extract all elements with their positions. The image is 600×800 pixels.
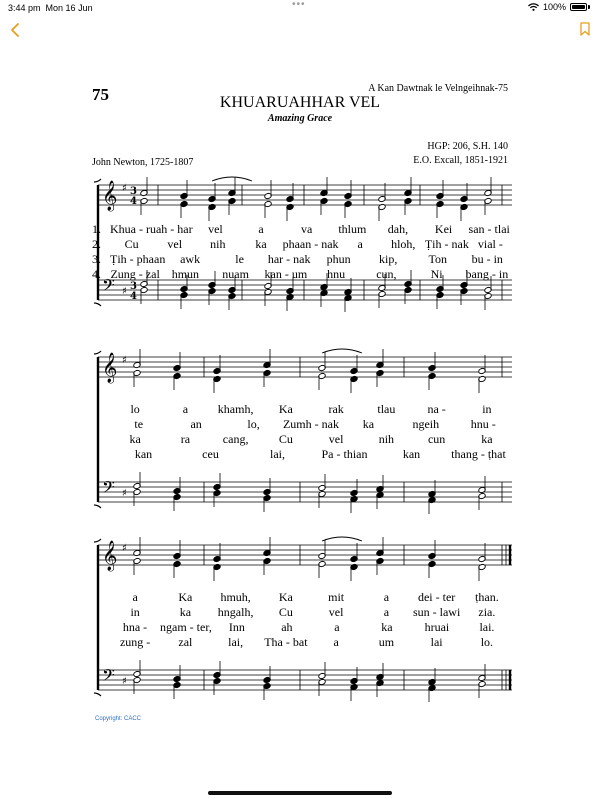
lyric-syllable: nuam — [222, 267, 249, 281]
lyric-syllable: lo, — [247, 417, 260, 431]
lyric-line — [92, 222, 512, 237]
battery-icon — [570, 3, 587, 11]
lyric-syllable: thlum — [338, 222, 367, 236]
bass-clef-icon: 𝄢 — [102, 275, 115, 299]
music-system-1 — [92, 180, 512, 320]
lyric-syllable: hruai — [424, 620, 450, 634]
lyric-line — [92, 447, 512, 462]
lyric-syllable: na - — [427, 402, 446, 416]
lyric-syllable: dei - ter — [417, 590, 456, 604]
chevron-left-icon — [10, 22, 20, 38]
sharp-icon: ♯ — [122, 355, 127, 366]
lyric-syllable: ka — [255, 237, 267, 251]
lyric-syllable: um — [378, 635, 395, 649]
author-credit: John Newton, 1725-1807 — [92, 157, 194, 168]
lyric-syllable: 4. — [92, 267, 101, 281]
battery-percent: 100% — [542, 2, 566, 12]
lyric-syllable: Zung - zal — [110, 267, 160, 281]
lyric-syllable: lo. — [480, 635, 494, 649]
lyrics-block — [92, 402, 512, 462]
lyric-syllable: 1. — [92, 222, 101, 236]
music-system-2 — [92, 352, 512, 522]
sharp-icon: ♯ — [122, 286, 127, 297]
treble-clef-icon: 𝄞 — [102, 353, 118, 383]
lyric-syllable: vel — [167, 237, 183, 251]
lyric-syllable: san - tlai — [468, 222, 510, 236]
lyric-syllable: ngeih — [412, 417, 440, 431]
lyric-syllable: hna - — [122, 620, 148, 634]
sharp-icon: ♯ — [122, 676, 127, 687]
lyric-line — [92, 605, 512, 620]
lyric-syllable: Ton — [428, 252, 447, 266]
lyric-syllable: nih — [378, 432, 395, 446]
lyric-syllable: thang - ṭhat — [451, 447, 506, 461]
lyric-syllable: Inn — [228, 620, 245, 634]
lyric-syllable: in — [482, 402, 492, 416]
music-system-3 — [92, 540, 512, 710]
lyric-syllable: an — [190, 417, 202, 431]
time-signature-bottom: 4 — [130, 291, 137, 302]
lyric-syllable: kan — [134, 447, 153, 461]
lyric-syllable: Ka — [278, 402, 293, 416]
lyric-line — [92, 635, 512, 650]
lyric-syllable: sun - lawi — [412, 605, 461, 619]
lyric-syllable: 2. — [92, 237, 101, 251]
time-signature-top: 3 — [130, 281, 137, 292]
lyric-syllable: a — [334, 620, 340, 634]
lyric-line — [92, 590, 512, 605]
hymn-number: 75 — [92, 85, 109, 104]
lyric-syllable: vel — [328, 605, 344, 619]
lyric-syllable: phun — [326, 252, 351, 266]
lyric-syllable: te — [134, 417, 144, 431]
sharp-icon: ♯ — [122, 488, 127, 499]
status-bar — [0, 0, 600, 14]
treble-clef-icon: 𝄞 — [102, 541, 118, 571]
status-right — [528, 2, 590, 12]
lyric-syllable: ka — [481, 432, 493, 446]
lyric-syllable: lai, — [270, 447, 285, 461]
lyric-syllable: ṭhan. — [475, 590, 499, 604]
lyric-syllable: ceu — [202, 447, 219, 461]
lyric-syllable: va — [301, 222, 313, 236]
lyric-syllable: lai. — [479, 620, 495, 634]
lyric-syllable: Khua - ruah - har — [110, 222, 193, 236]
lyric-syllable: vel — [328, 432, 344, 446]
lyric-syllable: lai — [430, 635, 443, 649]
lyric-syllable: hmun — [171, 267, 200, 281]
lyric-syllable: a — [333, 635, 339, 649]
treble-clef-icon: 𝄞 — [102, 181, 118, 211]
time-signature-bottom: 4 — [130, 196, 137, 207]
hymn-subtitle: Amazing Grace — [267, 113, 333, 124]
lyric-syllable: le — [235, 252, 244, 266]
lyric-line — [92, 432, 512, 447]
tie-arc — [212, 177, 252, 181]
tie-arc — [322, 349, 362, 353]
composer-credit: E.O. Excall, 1851-1921 — [413, 155, 508, 166]
lyric-syllable: 3. — [92, 252, 101, 266]
lyric-syllable: nih — [210, 237, 226, 251]
lyric-syllable: hngalh, — [217, 605, 254, 619]
time-signature-top: 3 — [130, 186, 137, 197]
lyric-syllable: kan - um — [264, 267, 308, 281]
lyric-syllable: vel — [208, 222, 223, 236]
lyric-syllable: phaan - nak — [282, 237, 339, 251]
lyric-syllable: hmuh, — [220, 590, 251, 604]
lyric-syllable: Cu — [124, 237, 139, 251]
lyric-syllable: Tha - bat — [264, 635, 308, 649]
lyric-syllable: tlau — [377, 402, 396, 416]
home-indicator[interactable] — [208, 791, 392, 795]
lyric-syllable: a — [182, 402, 189, 416]
lyric-syllable: bang - in — [465, 267, 509, 281]
lyric-syllable: zung - — [119, 635, 151, 649]
lyric-syllable: mit — [328, 590, 345, 604]
wifi-icon — [528, 3, 539, 11]
copyright-link[interactable]: Copyright: CACC — [95, 716, 142, 722]
bookmark-icon — [580, 22, 590, 36]
lyric-syllable: hloh, — [391, 237, 416, 251]
lyric-syllable: bu - in — [471, 252, 503, 266]
lyric-syllable: Ka — [178, 590, 193, 604]
lyric-syllable: har - nak — [267, 252, 311, 266]
lyric-syllable: vial - — [477, 237, 503, 251]
sharp-icon: ♯ — [122, 183, 127, 194]
lyric-line — [92, 237, 512, 252]
lyric-syllable: rak — [328, 402, 344, 416]
hymn-title: KHUARUAHHAR VEL — [219, 94, 381, 111]
lyric-line — [92, 417, 512, 432]
lyric-syllable: ngam - ter, — [160, 620, 212, 634]
hymnbook-reference: A Kan Dawtnak le Velngeihnak-75 — [368, 83, 508, 94]
lyric-syllable: Ṭih - phaan — [110, 252, 166, 266]
lyric-syllable: a — [357, 237, 363, 251]
status-time: 3:44 pm Mon 16 Jun — [8, 3, 93, 13]
lyric-syllable: khamh, — [217, 402, 254, 416]
lyric-syllable: ka — [129, 432, 141, 446]
lyric-syllable: cun, — [376, 267, 397, 281]
lyric-line — [92, 252, 512, 267]
lyric-line — [92, 620, 512, 635]
lyrics-block — [92, 590, 512, 650]
lyric-syllable: kan — [402, 447, 421, 461]
lyric-syllable: ka — [179, 605, 192, 619]
lyric-syllable: ka — [362, 417, 375, 431]
lyric-syllable: Ni — [430, 267, 443, 281]
tune-reference: HGP: 206, S.H. 140 — [427, 141, 508, 152]
lyric-syllable: hnu - — [470, 417, 496, 431]
lyric-syllable: hnu — [327, 267, 346, 281]
lyric-syllable: ka — [381, 620, 393, 634]
lyric-syllable: a — [383, 605, 390, 619]
bass-clef-icon: 𝄢 — [102, 665, 115, 689]
lyric-syllable: Ṭih - nak — [424, 237, 469, 251]
lyric-syllable: Zumh - nak — [282, 417, 339, 431]
bookmark-button[interactable] — [580, 22, 590, 41]
back-button[interactable] — [10, 22, 20, 43]
lyric-syllable: awk — [180, 252, 201, 266]
lyric-syllable: lai, — [228, 635, 244, 649]
lyric-syllable: cun — [427, 432, 446, 446]
lyric-syllable: in — [130, 605, 140, 619]
lyric-syllable: a — [258, 222, 264, 236]
bass-clef-icon: 𝄢 — [102, 477, 115, 501]
lyric-syllable: Cu — [278, 432, 293, 446]
lyric-syllable: ah — [281, 620, 293, 634]
lyric-syllable: lo — [130, 402, 140, 416]
lyric-syllable: a — [383, 590, 390, 604]
lyric-line — [92, 267, 512, 282]
lyric-syllable: Kei — [434, 222, 453, 236]
sharp-icon: ♯ — [122, 543, 127, 554]
lyric-syllable: dah, — [387, 222, 409, 236]
lyric-syllable: Cu — [278, 605, 293, 619]
lyric-syllable: Pa - thian — [321, 447, 368, 461]
lyric-syllable: zia. — [478, 605, 496, 619]
lyric-syllable: kip, — [379, 252, 398, 266]
tie-arc — [322, 537, 362, 541]
lyric-line — [92, 402, 512, 417]
lyric-syllable: a — [132, 590, 138, 604]
lyrics-block — [92, 222, 512, 282]
lyric-syllable: cang, — [222, 432, 249, 446]
lyric-syllable: ra — [180, 432, 191, 446]
lyric-syllable: Ka — [278, 590, 293, 604]
multitasking-dots-icon[interactable]: ••• — [292, 0, 306, 10]
lyric-syllable: zal — [178, 635, 193, 649]
